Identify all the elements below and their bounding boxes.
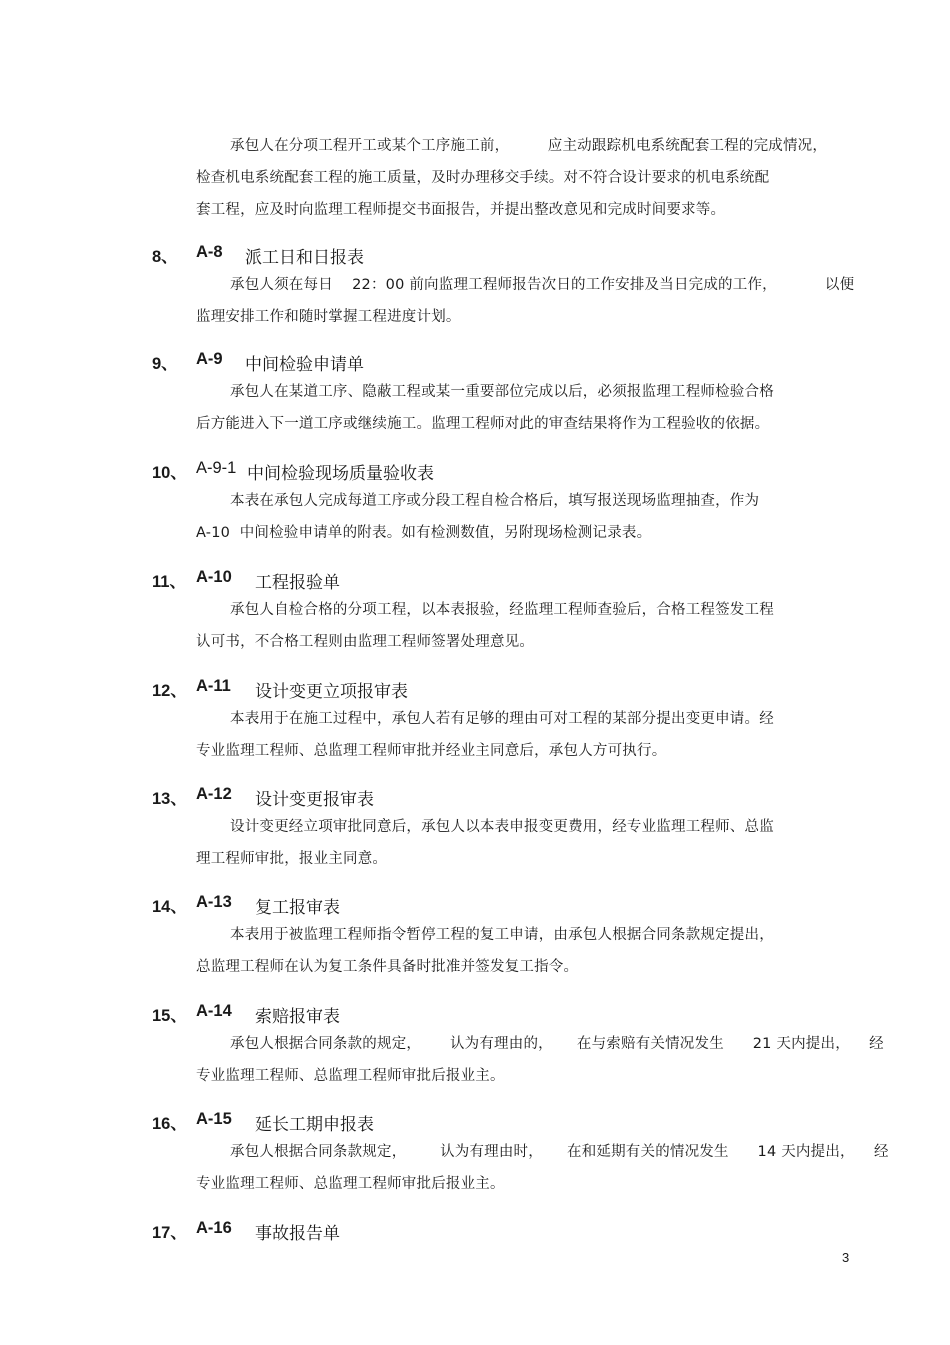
section-title: 延长工期申报表 <box>255 1115 374 1135</box>
section-number: 9、 <box>152 355 178 373</box>
body-line: 本表用于在施工过程中，承包人若有足够的理由可对工程的某部分提出变更申请。经 <box>230 711 774 727</box>
intro-line: 承包人在分项工程开工或某个工序施工前， 应主动跟踪机电系统配套工程的完成情况， <box>230 138 828 154</box>
body-line: 承包人根据合同条款规定， 认为有理由时， 在和延期有关的情况发生 14 天内提出， 经 <box>230 1144 889 1160</box>
form-code: A-13 <box>196 893 232 911</box>
section-number: 13、 <box>152 790 187 808</box>
body-line: 总监理工程师在认为复工条件具备时批准并签发复工指令。 <box>196 959 579 975</box>
body-line: 承包人自检合格的分项工程，以本表报验，经监理工程师查验后，合格工程签发工程 <box>230 602 774 618</box>
section-title: 设计变更立项报审表 <box>255 682 408 702</box>
body-line: A-10 中间检验申请单的附表。如有检测数值，另附现场检测记录表。 <box>196 525 652 541</box>
section-title: 复工报审表 <box>255 898 340 918</box>
section-title: 工程报验单 <box>255 573 340 593</box>
intro-line: 套工程，应及时向监理工程师提交书面报告，并提出整改意见和完成时间要求等。 <box>196 202 726 218</box>
section-title: 事故报告单 <box>255 1224 340 1244</box>
body-line: 认可书，不合格工程则由监理工程师签署处理意见。 <box>196 634 535 650</box>
section-number: 12、 <box>152 682 187 700</box>
form-code: A-12 <box>196 785 232 803</box>
body-line: 专业监理工程师、总监理工程师审批后报业主。 <box>196 1068 505 1084</box>
body-line: 本表在承包人完成每道工序或分段工程自检合格后，填写报送现场监理抽查，作为 <box>230 493 760 509</box>
section-number: 8、 <box>152 248 178 266</box>
section-number: 16、 <box>152 1115 187 1133</box>
body-line: 专业监理工程师、总监理工程师审批后报业主。 <box>196 1176 505 1192</box>
intro-line: 检查机电系统配套工程的施工质量，及时办理移交手续。对不符合设计要求的机电系统配 <box>196 170 770 186</box>
section-number: 10、 <box>152 464 187 482</box>
body-line: 专业监理工程师、总监理工程师审批并经业主同意后，承包人方可执行。 <box>196 743 667 759</box>
form-code: A-8 <box>196 243 223 261</box>
section-number: 14、 <box>152 898 187 916</box>
form-code: A-9-1 <box>196 459 237 477</box>
form-code: A-9 <box>196 350 223 368</box>
section-number: 11、 <box>152 573 186 591</box>
body-line: 监理安排工作和随时掌握工程进度计划。 <box>196 309 461 325</box>
body-line: 设计变更经立项审批同意后，承包人以本表申报变更费用，经专业监理工程师、总监 <box>230 819 774 835</box>
section-number: 15、 <box>152 1007 187 1025</box>
section-number: 17、 <box>152 1224 187 1242</box>
body-line: 承包人根据合同条款的规定， 认为有理由的， 在与索赔有关情况发生 21 天内提出， 经 <box>230 1036 884 1052</box>
body-line: 本表用于被监理工程师指令暂停工程的复工申请，由承包人根据合同条款规定提出， <box>230 927 774 943</box>
page-number: 3 <box>842 1250 850 1265</box>
body-line: 理工程师审批，报业主同意。 <box>196 851 388 867</box>
form-code: A-16 <box>196 1219 232 1237</box>
body-line: 承包人须在每日 22：00 前向监理工程师报告次日的工作安排及当日完成的工作， 以便 <box>230 277 855 293</box>
section-title: 中间检验现场质量验收表 <box>247 464 434 484</box>
form-code: A-15 <box>196 1110 232 1128</box>
section-title: 索赔报审表 <box>255 1007 340 1027</box>
form-code: A-14 <box>196 1002 232 1020</box>
section-title: 派工日和日报表 <box>245 248 364 268</box>
form-code: A-10 <box>196 568 232 586</box>
body-line: 后方能进入下一道工序或继续施工。监理工程师对此的审查结果将作为工程验收的依据。 <box>196 416 770 432</box>
body-line: 承包人在某道工序、隐蔽工程或某一重要部位完成以后，必须报监理工程师检验合格 <box>230 384 774 400</box>
section-title: 中间检验申请单 <box>245 355 364 375</box>
form-code: A-11 <box>196 677 231 695</box>
section-title: 设计变更报审表 <box>255 790 374 810</box>
